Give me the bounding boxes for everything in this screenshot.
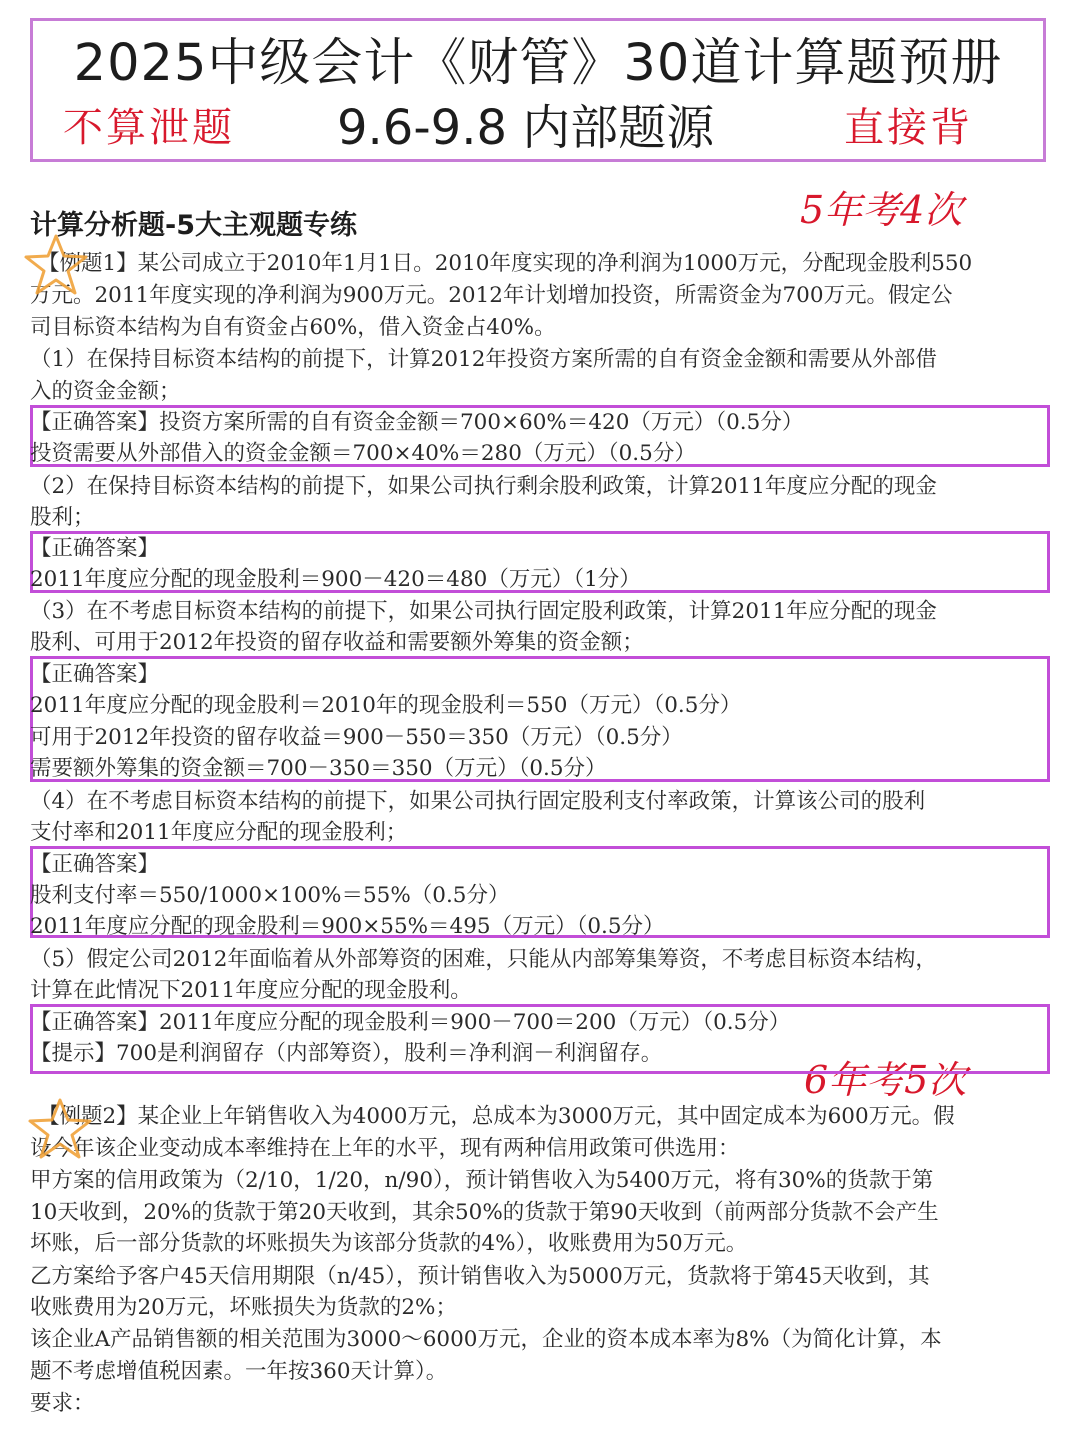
text-line: 10天收到，20%的货款于第20天收到，其余50%的货款于第90天收到（前两部分货款不会产生 xyxy=(30,1200,939,1225)
text-line: 司目标资本结构为自有资金占60%，借入资金占40%。 xyxy=(30,315,556,340)
text-line: 投资需要从外部借入的资金金额＝700×40%＝280（万元）（0.5分） xyxy=(30,441,696,466)
text-line: 【正确答案】2011年度应分配的现金股利＝900－700＝200（万元）（0.5分） xyxy=(30,1010,791,1035)
handwritten-note-2: 6年考5次 xyxy=(804,1058,967,1102)
text-line: （5）假定公司2012年面临着从外部筹资的困难，只能从内部筹集筹资，不考虑目标资本结构， xyxy=(30,947,937,972)
text-line: 计算在此情况下2011年度应分配的现金股利。 xyxy=(30,978,472,1003)
text-line: 股利； xyxy=(30,505,95,530)
text-line: （3）在不考虑目标资本结构的前提下，如果公司执行固定股利政策，计算2011年应分配的现金 xyxy=(30,599,937,624)
text-line: 需要额外筹集的资金额＝700－350＝350（万元）（0.5分） xyxy=(30,756,607,781)
text-line: 【提示】700是利润留存（内部筹资），股利＝净利润－利润留存。 xyxy=(30,1041,663,1066)
text-line: （4）在不考虑目标资本结构的前提下，如果公司执行固定股利支付率政策，计算该公司的股利 xyxy=(30,789,926,814)
text-line: 收账费用为20万元，坏账损失为货款的2%； xyxy=(30,1295,457,1320)
text-line: 2011年度应分配的现金股利＝900－420＝480（万元）（1分） xyxy=(30,567,641,592)
text-line: 【正确答案】投资方案所需的自有资金金额＝700×60%＝420（万元）（0.5分） xyxy=(30,410,804,435)
header-right-note: 直接背 xyxy=(844,105,973,151)
handwritten-note-1: 5年考4次 xyxy=(800,188,963,232)
text-line: 入的资金金额； xyxy=(30,379,181,404)
star-icon xyxy=(26,1096,94,1162)
page-title: 2025中级会计《财管》30道计算题预册 xyxy=(73,34,1003,93)
text-line: 股利、可用于2012年投资的留存收益和需要额外筹集的资金额； xyxy=(30,630,644,655)
text-line: 万元。2011年度实现的净利润为900万元。2012年计划增加投资，所需资金为700万元。假定公 xyxy=(30,283,953,308)
text-line: 股利支付率＝550/1000×100%＝55%（0.5分） xyxy=(30,883,510,908)
header-banner xyxy=(30,18,1046,162)
text-line: 【正确答案】 xyxy=(30,662,160,687)
text-line: 坏账，后一部分货款的坏账损失为该部分货款的4%），收账费用为50万元。 xyxy=(30,1231,748,1256)
star-icon xyxy=(22,232,90,298)
text-line: 可用于2012年投资的留存收益＝900－550＝350（万元）（0.5分） xyxy=(30,725,683,750)
text-line: 要求： xyxy=(30,1391,95,1416)
text-line: 设今年该企业变动成本率维持在上年的水平，现有两种信用政策可供选用： xyxy=(30,1136,740,1161)
header-left-note: 不算泄题 xyxy=(63,105,235,151)
text-line: 乙方案给予客户45天信用期限（n/45），预计销售收入为5000万元，货款将于第45天收到，其 xyxy=(30,1264,930,1289)
text-line: 甲方案的信用政策为（2/10，1/20，n/90），预计销售收入为5400万元，将有30%的货款于第 xyxy=(30,1168,934,1193)
text-line: 2011年度应分配的现金股利＝900×55%＝495（万元）（0.5分） xyxy=(30,914,665,939)
header-subtitle: 9.6-9.8 内部题源 xyxy=(337,100,715,156)
text-line: （1）在保持目标资本结构的前提下，计算2012年投资方案所需的自有资金金额和需要从外部借 xyxy=(30,347,937,372)
section-title: 计算分析题-5大主观题专练 xyxy=(30,210,357,241)
text-line: 【例题2】某企业上年销售收入为4000万元，总成本为3000万元，其中固定成本为600万元。假 xyxy=(38,1104,955,1129)
text-line: 该企业A产品销售额的相关范围为3000～6000万元，企业的资本成本率为8%（为简化计算，本 xyxy=(30,1327,942,1352)
text-line: 2011年度应分配的现金股利＝2010年的现金股利＝550（万元）（0.5分） xyxy=(30,693,742,718)
text-line: （2）在保持目标资本结构的前提下，如果公司执行剩余股利政策，计算2011年度应分配的现金 xyxy=(30,474,937,499)
text-line: 题不考虑增值税因素。一年按360天计算）。 xyxy=(30,1359,448,1384)
text-line: 【正确答案】 xyxy=(30,852,160,877)
text-line: 支付率和2011年度应分配的现金股利； xyxy=(30,820,408,845)
text-line: 【例题1】某公司成立于2010年1月1日。2010年度实现的净利润为1000万元，分配现金股利550 xyxy=(38,251,973,276)
text-line: 【正确答案】 xyxy=(30,536,160,561)
